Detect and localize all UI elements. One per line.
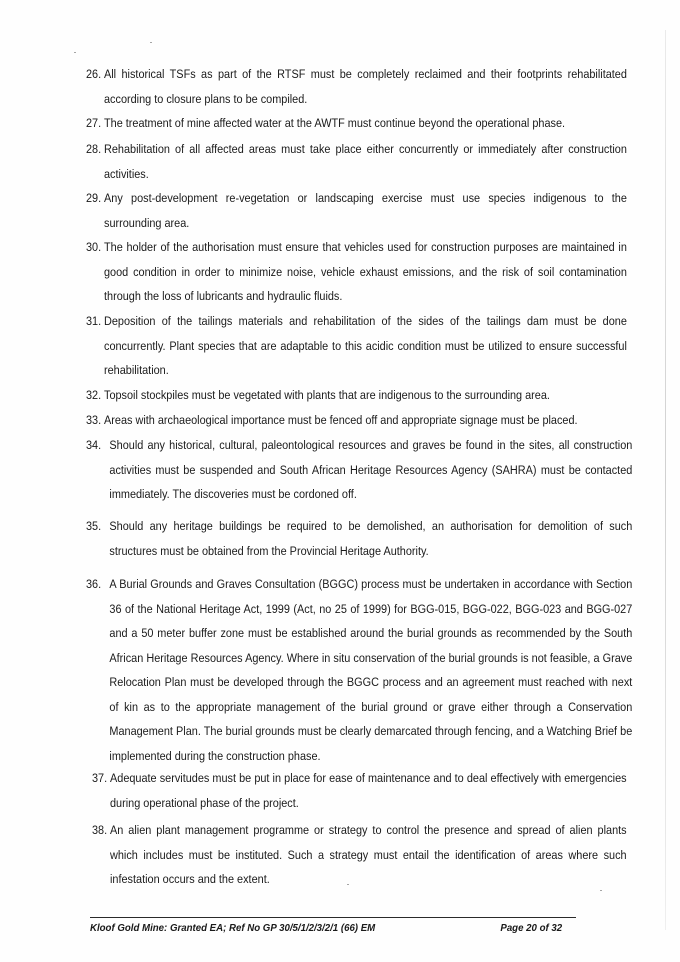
item-text: Areas with archaeological importance must be fenced off and appropriate signage must be placed. [104,413,578,427]
list-item [86,309,627,383]
list-item [86,62,627,111]
item-number: 34. [86,438,102,452]
list-item [86,433,632,507]
item-number: 32. [86,388,102,402]
item-number: 27. [86,116,102,130]
item-number: 35. [86,519,102,533]
list-item [86,111,627,136]
scan-speck [74,52,76,53]
item-number: 38. [92,823,108,837]
item-text: Should any heritage buildings be required to be demolished, an authorisation for demolition of such structures must be obtained from the Provincial Heritage Authority. [109,519,633,558]
item-number: 26. [86,67,102,81]
list-item [86,572,632,768]
list-item [86,137,627,186]
item-text: Topsoil stockpiles must be vegetated with plants that are indigenous to the surrounding area. [104,388,550,402]
item-number: 29. [86,191,102,205]
item-text: Rehabilitation of all affected areas must take place either concurrently or immediately after construction activities. [104,142,627,181]
item-text: Deposition of the tailings materials and rehabilitation of the sides of the tailings dam must be done concurrently. Plant species that are adaptable to this acidic condition must be utilized to ensure successful rehabilitation. [104,314,627,377]
item-number: 36. [86,577,102,591]
item-text: The treatment of mine affected water at the AWTF must continue beyond the operational phase. [104,116,566,130]
item-number: 37. [92,771,108,785]
item-text: All historical TSFs as part of the RTSF must be completely reclaimed and their footprints rehabilitated according to closure plans to be compiled. [104,67,627,106]
list-item [86,514,632,563]
list-item [86,186,627,235]
item-text: A Burial Grounds and Graves Consultation (BGGC) process must be undertaken in accordance with Section 36 of the National Heritage Act, 1999 (Act, no 25 of 1999) for BGG-015, BGG-022, BGG-023 and BGG-027 and a 50 meter buffer zone must be established around the burial grounds as recommended by the South African Heritage Resources Agency. Where in situ conservation of the burial grounds is not feasible, a Grave Relocation Plan must be developed through the BGGC process and an agreement must reached with next of kin as to the appropriate management of the burial ground or grave either through a Conservation Management Plan. The burial grounds must be clearly demarcated through fencing, and a Watching Brief be implemented during the construction phase. [109,577,633,763]
footer-page-number: Page 20 of 32 [500,922,562,934]
item-text: Adequate servitudes must be put in place for ease of maintenance and to deal effectively with emergencies during operational phase of the project. [110,771,627,810]
item-number: 31. [86,314,102,328]
list-item [86,383,627,408]
scan-speck [150,42,152,43]
footer-reference: Kloof Gold Mine: Granted EA; Ref No GP 30/5/1/2/3/2/1 (66) EM [90,922,376,934]
item-text: Should any historical, cultural, paleontological resources and graves be found in the sites, all construction activities must be suspended and South African Heritage Resources Agency (SAHRA) must be contacted immediately. The discoveries must be cordoned off. [109,438,633,501]
item-text: An alien plant management programme or strategy to control the presence and spread of alien plants which includes must be instituted. Such a strategy must entail the identification of areas where such infestation occurs and the extent. [110,823,627,886]
list-item [92,818,627,892]
item-number: 30. [86,240,102,254]
list-item [92,766,627,815]
item-number: 28. [86,142,102,156]
scan-edge [665,30,666,930]
item-text: The holder of the authorisation must ensure that vehicles used for construction purposes are maintained in good condition in order to minimize noise, vehicle exhaust emissions, and the risk of soil contamination through the loss of lubricants and hydraulic fluids. [104,240,627,303]
page-footer [90,917,576,937]
list-item [86,235,627,309]
item-text: Any post-development re-vegetation or landscaping exercise must use species indigenous to the surrounding area. [104,191,627,230]
item-number: 33. [86,413,102,427]
list-item [86,408,627,433]
